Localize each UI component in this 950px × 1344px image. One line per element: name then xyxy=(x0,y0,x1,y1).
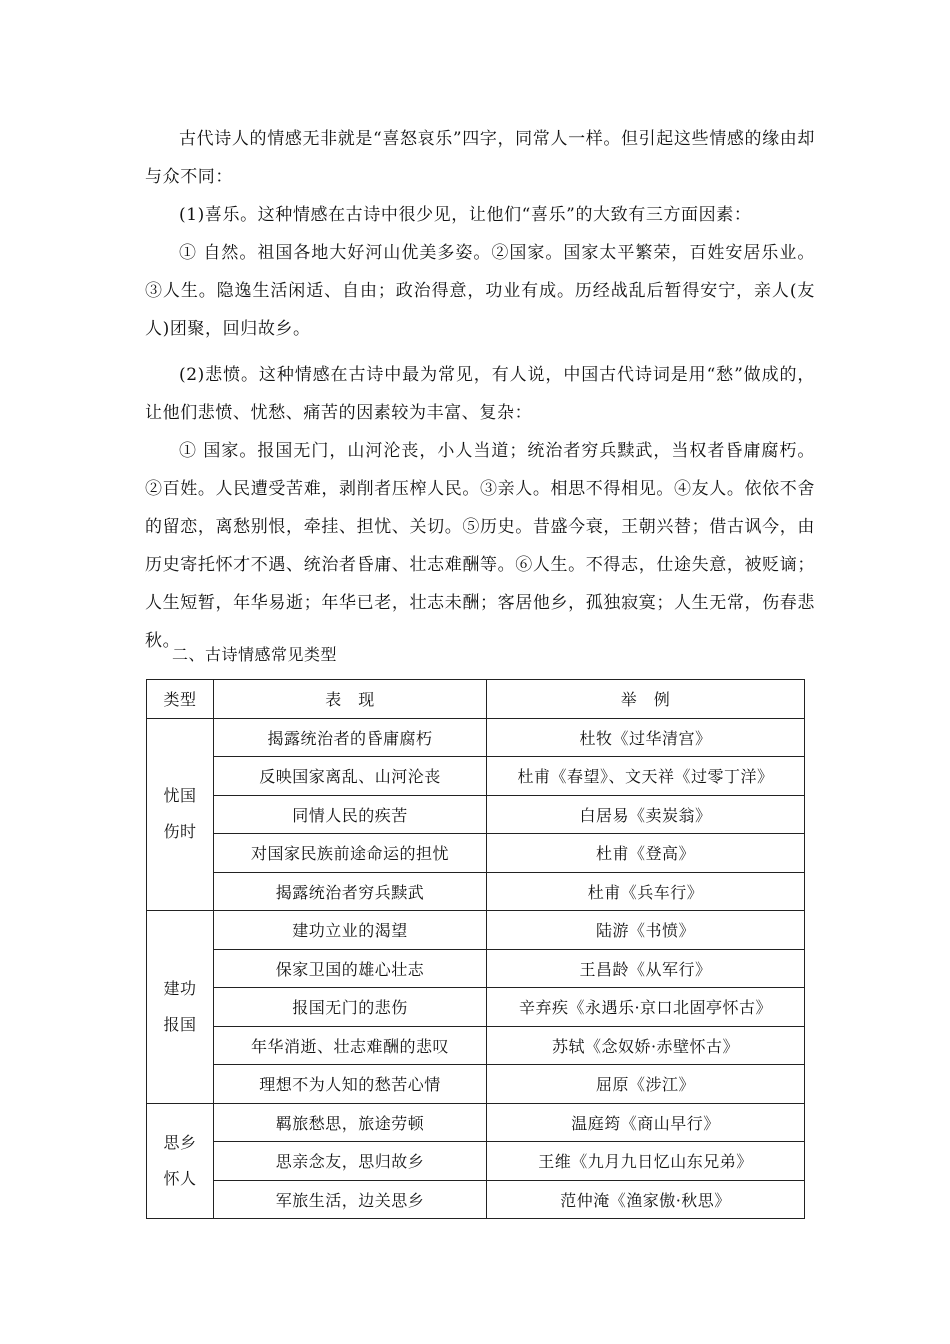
expression-cell: 军旅生活，边关思乡 xyxy=(214,1180,487,1219)
example-cell: 温庭筠《商山早行》 xyxy=(487,1103,805,1142)
paragraph-grief-heading: (2)悲愤。这种情感在古诗中最为常见，有人说，中国古代诗词是用“愁”做成的，让他们悲愤、忧愁、痛苦的因素较为丰富、复杂： xyxy=(145,365,815,423)
header-expression: 表 现 xyxy=(214,680,487,719)
expression-cell: 羁旅愁思，旅途劳顿 xyxy=(214,1103,487,1142)
type-label-line1: 思乡 xyxy=(163,1132,197,1152)
type-label-line2: 伤时 xyxy=(163,822,197,842)
table-row xyxy=(147,718,805,757)
paragraph-joy-factors: ① 自然。祖国各地大好河山优美多姿。②国家。国家太平繁荣，百姓安居乐业。③人生。隐逸生活闲适、自由；政治得意，功业有成。历经战乱后暂得安宁，亲人(友人)团聚，回归故乡。 xyxy=(145,243,815,339)
example-cell: 屈原《涉江》 xyxy=(487,1065,805,1104)
expression-cell: 揭露统治者穷兵黩武 xyxy=(214,872,487,911)
table-row xyxy=(147,949,805,988)
example-cell: 杜甫《春望》、文天祥《过零丁洋》 xyxy=(487,757,805,796)
expression-cell: 报国无门的悲伤 xyxy=(214,988,487,1027)
paragraph-grief-factors: ① 国家。报国无门，山河沦丧，小人当道；统治者穷兵黩武，当权者昏庸腐朽。②百姓。人民遭受苦难，剥削者压榨人民。③亲人。相思不得相见。④友人。依依不舍的留恋，离愁别恨，牵挂、担忧、关切。⑤历史。昔盛今衰，王朝兴替；借古讽今，由历史寄托怀才不遇、统治者昏庸、壮志难酬等。⑥人生。不得志，仕途失意，被贬谪；人生短暂，年华易逝；年华已老，壮志未酬；客居他乡，孤独寂寞；人生无常，伤春悲秋。 xyxy=(145,441,815,651)
type-label-line2: 报国 xyxy=(163,1014,197,1034)
table-row xyxy=(147,834,805,873)
paragraph-joy-heading: (1)喜乐。这种情感在古诗中很少见，让他们“喜乐”的大致有三方面因素： xyxy=(179,205,752,225)
table-row xyxy=(147,988,805,1027)
table-row xyxy=(147,757,805,796)
type-cell xyxy=(147,718,214,911)
table-header-row xyxy=(147,680,805,719)
type-label-line2: 怀人 xyxy=(163,1168,197,1188)
type-label-line1: 建功 xyxy=(163,978,197,998)
expression-cell: 对国家民族前途命运的担忧 xyxy=(214,834,487,873)
expression-cell: 理想不为人知的愁苦心情 xyxy=(214,1065,487,1104)
table-row xyxy=(147,1065,805,1104)
table-row xyxy=(147,795,805,834)
table-row xyxy=(147,911,805,950)
type-cell xyxy=(147,1103,214,1219)
example-cell: 白居易《卖炭翁》 xyxy=(487,795,805,834)
header-example: 举 例 xyxy=(487,680,805,719)
expression-cell: 保家卫国的雄心壮志 xyxy=(214,949,487,988)
expression-cell: 揭露统治者的昏庸腐朽 xyxy=(214,718,487,757)
table-row xyxy=(147,872,805,911)
expression-cell: 思亲念友，思归故乡 xyxy=(214,1142,487,1181)
example-cell: 苏轼《念奴娇·赤壁怀古》 xyxy=(487,1026,805,1065)
table-row xyxy=(147,1142,805,1181)
emotion-types-table xyxy=(146,679,805,1219)
header-type: 类型 xyxy=(147,680,214,719)
expression-cell: 年华消逝、壮志难酬的悲叹 xyxy=(214,1026,487,1065)
example-cell: 辛弃疾《永遇乐·京口北固亭怀古》 xyxy=(487,988,805,1027)
table-row xyxy=(147,1103,805,1142)
example-cell: 王维《九月九日忆山东兄弟》 xyxy=(487,1142,805,1181)
example-cell: 杜牧《过华清宫》 xyxy=(487,718,805,757)
section-heading: 二、古诗情感常见类型 xyxy=(172,645,338,664)
expression-cell: 同情人民的疾苦 xyxy=(214,795,487,834)
paragraph-intro: 古代诗人的情感无非就是“喜怒哀乐”四字，同常人一样。但引起这些情感的缘由却与众不同： xyxy=(145,129,815,187)
table-row xyxy=(147,1180,805,1219)
example-cell: 杜甫《兵车行》 xyxy=(487,872,805,911)
example-cell: 范仲淹《渔家傲·秋思》 xyxy=(487,1180,805,1219)
type-label-line1: 忧国 xyxy=(163,786,197,806)
example-cell: 杜甫《登高》 xyxy=(487,834,805,873)
expression-cell: 反映国家离乱、山河沦丧 xyxy=(214,757,487,796)
example-cell: 陆游《书愤》 xyxy=(487,911,805,950)
type-cell xyxy=(147,911,214,1104)
table-row xyxy=(147,1026,805,1065)
example-cell: 王昌龄《从军行》 xyxy=(487,949,805,988)
expression-cell: 建功立业的渴望 xyxy=(214,911,487,950)
